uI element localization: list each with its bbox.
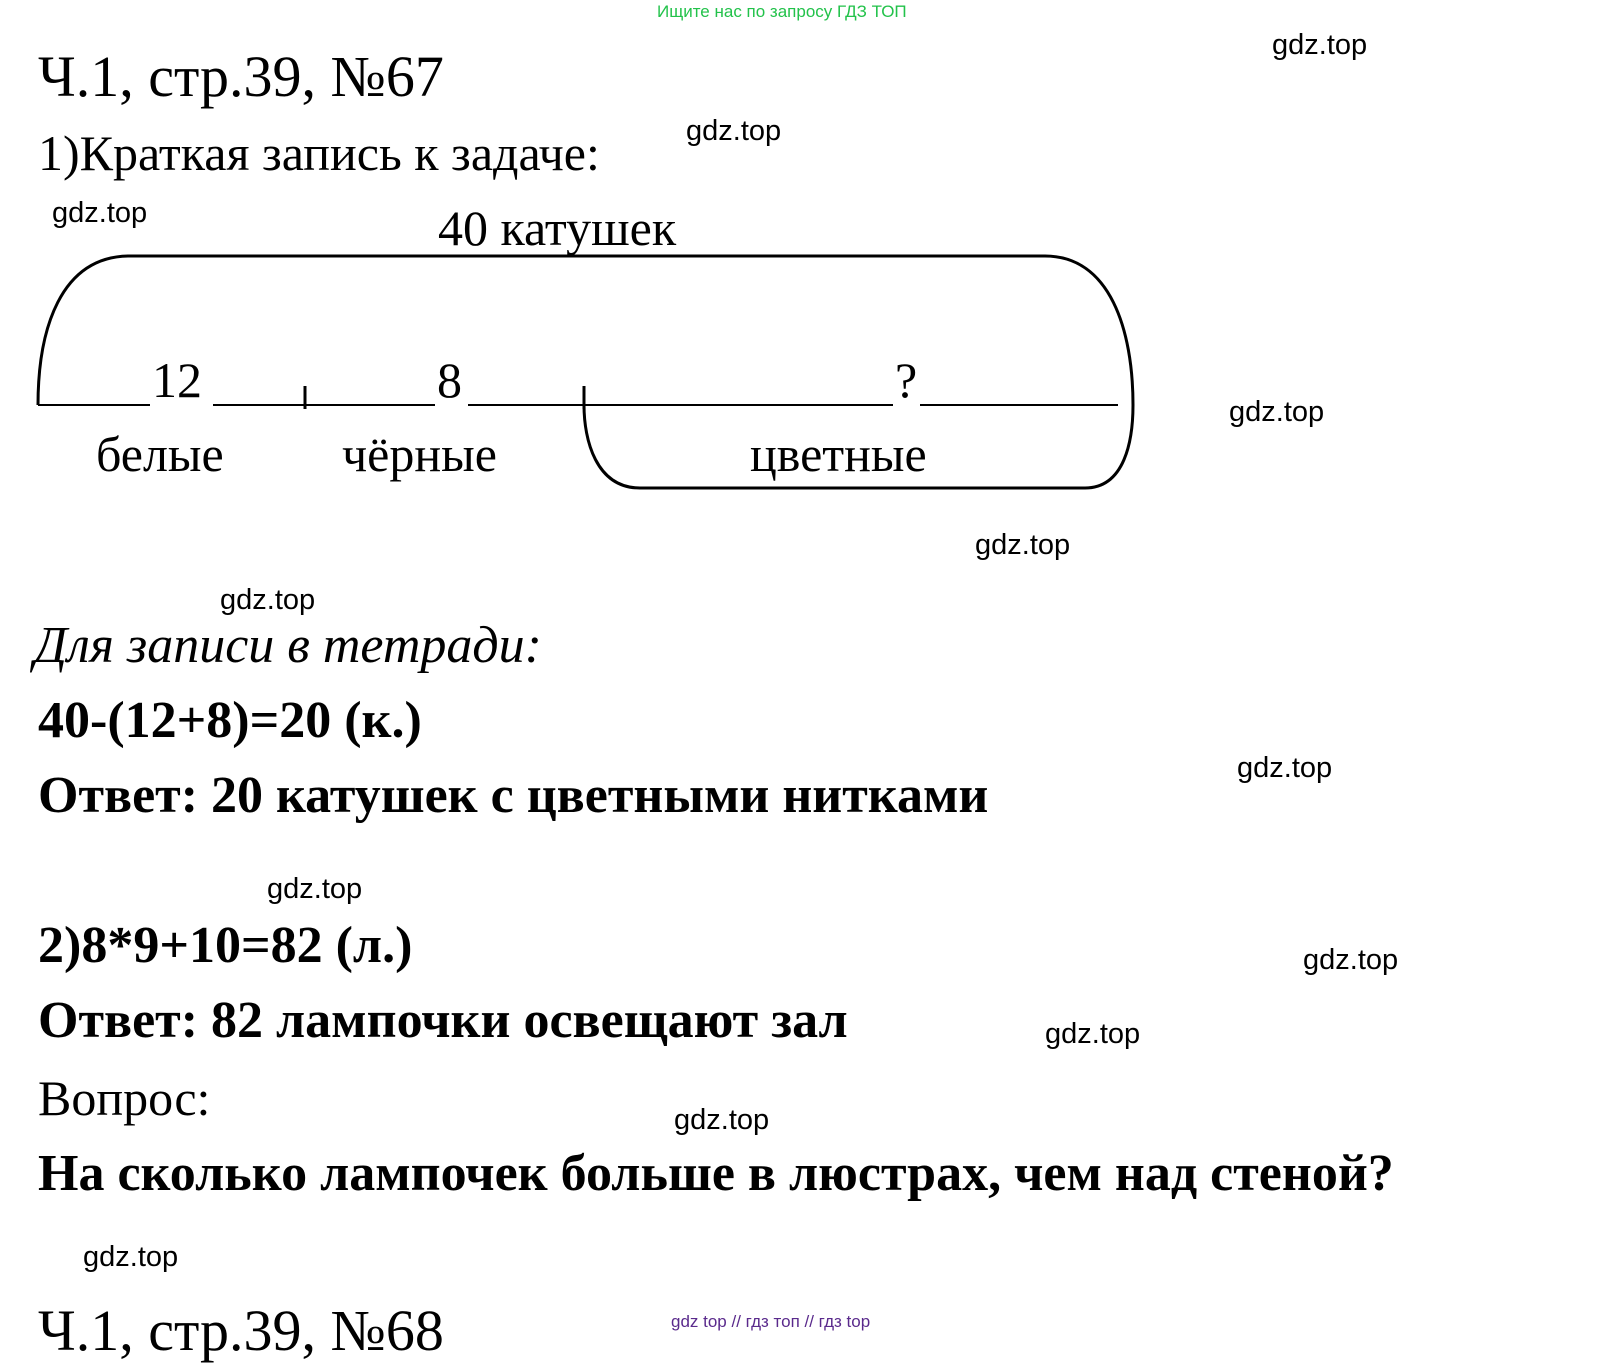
white-label: белые (96, 426, 224, 482)
white-value: 12 (152, 352, 202, 408)
watermark: gdz.top (83, 1241, 179, 1273)
watermark: gdz.top (1303, 944, 1399, 976)
question-label: Вопрос: (38, 1070, 211, 1126)
watermark: gdz.top (1229, 396, 1325, 428)
watermark: gdz.top (674, 1104, 770, 1136)
question-text: На сколько лампочек больше в люстрах, чем над стеной? (38, 1145, 1394, 1202)
notebook-label: Для записи в тетради: (34, 617, 542, 674)
watermark: gdz.top (267, 873, 363, 905)
watermark: gdz.top (1272, 29, 1368, 61)
next-title: Ч.1, стр.39, №68 (38, 1298, 444, 1363)
page-title: Ч.1, стр.39, №67 (38, 44, 444, 109)
colored-value: ? (895, 352, 918, 408)
task1-heading: 1)Краткая запись к задаче: (38, 125, 600, 181)
answer-1: Ответ: 20 катушек с цветными нитками (38, 767, 989, 824)
black-value: 8 (437, 352, 462, 408)
search-banner: Ищите нас по запросу ГДЗ ТОП (657, 2, 907, 21)
total-brace (38, 256, 1133, 405)
colored-label: цветные (750, 426, 927, 482)
footer-watermark: gdz top // гдз топ // гдз top (671, 1312, 871, 1331)
short-record-diagram (0, 190, 1160, 510)
watermark: gdz.top (1045, 1018, 1141, 1050)
solution-1: 40-(12+8)=20 (к.) (38, 692, 422, 749)
watermark: gdz.top (220, 584, 316, 616)
watermark: gdz.top (975, 529, 1071, 561)
solution-2: 2)8*9+10=82 (л.) (38, 917, 413, 974)
watermark: gdz.top (1237, 752, 1333, 784)
watermark: gdz.top (52, 197, 148, 229)
black-label: чёрные (342, 426, 497, 482)
watermark: gdz.top (686, 115, 782, 147)
total-label: 40 катушек (438, 200, 677, 256)
answer-2: Ответ: 82 лампочки освещают зал (38, 992, 848, 1049)
